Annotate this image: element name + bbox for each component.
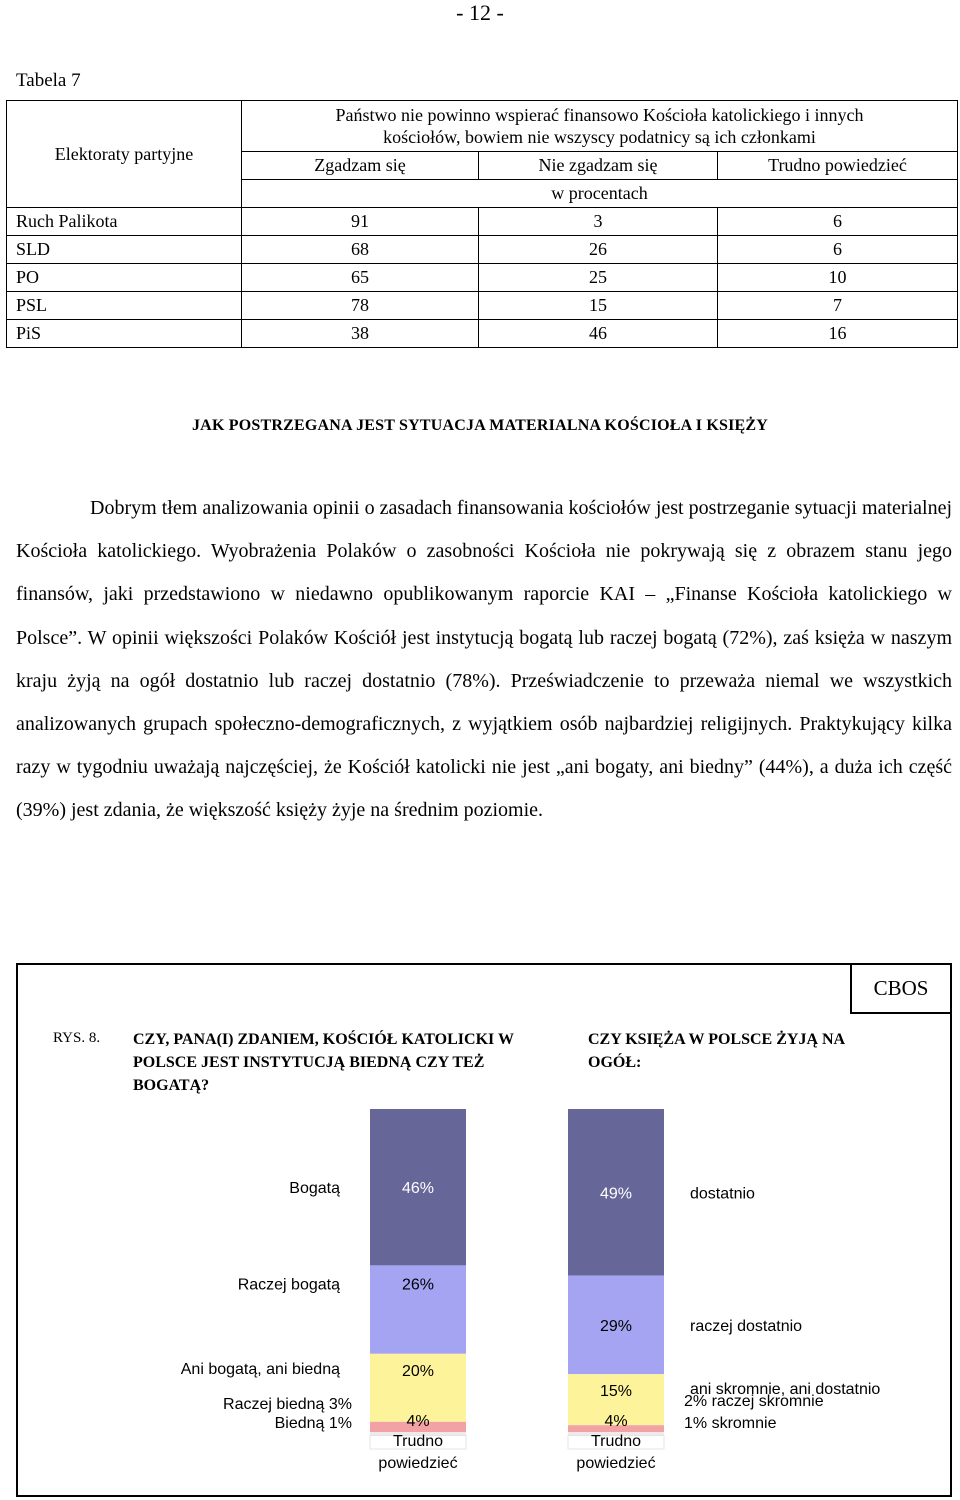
category-label: Raczej bogatą xyxy=(237,1276,340,1294)
stacked-bar-1 xyxy=(181,1109,466,1472)
row-label: SLD xyxy=(7,236,242,264)
paragraph-text: Dobrym tłem analizowania opinii o zasadach finansowania kościołów jest postrzeganie sytuacji materialnej Kościoła katolickiego. Wyobrażenia Polaków o zasobności Kościoła nie pokrywają się z obrazem stanu jego finansów, jaki przedstawiono w niedawno opublikowanym raporcie KAI – „Finanse Kościoła katolickiego w Polsce”. W opinii większości Polaków Kościół jest instytucją bogatą lub raczej bogatą (72%), zaś księża w naszym kraju żyją na ogół dostatnio lub raczej dostatnio (78%). Przeświadczenie to przeważa niemal we wszystkich analizowanych grupach społeczno-demograficznych, z wyjątkiem osób najbardziej religijnych. Praktykujący kilka razy w tygodniu uważają najczęściej, że Kościół katolicki nie jest „ani bogaty, ani biedny” (44%), a duża ich część (39%) jest zdania, że większość księży żyje na średnim poziomie. xyxy=(16,497,952,822)
figure-question-right: CZY KSIĘŻA W POLSCE ŻYJĄ NA OGÓŁ: xyxy=(588,1031,845,1071)
table-cell: 7 xyxy=(718,292,958,320)
table-cell: 15 xyxy=(479,292,718,320)
category-label: raczej dostatnio xyxy=(690,1317,803,1335)
table-cell: 91 xyxy=(242,208,479,236)
category-label: Trudno xyxy=(590,1433,642,1450)
table-cell: 25 xyxy=(479,264,718,292)
category-label: dostatnio xyxy=(690,1185,755,1203)
section-heading: JAK POSTRZEGANA JEST SYTUACJA MATERIALNA KOŚCIOŁA I KSIĘŻY xyxy=(191,417,769,434)
table-cell: 16 xyxy=(718,320,958,348)
category-label: 1% skromnie xyxy=(684,1415,777,1432)
table-cell: 78 xyxy=(242,292,479,320)
row-label: PO xyxy=(7,264,242,292)
page-number: - 12 - xyxy=(456,0,504,25)
data-label: 49% xyxy=(599,1185,633,1203)
data-label: 29% xyxy=(599,1317,633,1335)
category-label: Raczej biedną 3% xyxy=(223,1396,352,1413)
table-cell: 6 xyxy=(718,208,958,236)
row-label: PiS xyxy=(7,320,242,348)
row-header: Elektoraty partyjne xyxy=(7,101,242,208)
category-label: powiedzieć xyxy=(378,1455,458,1472)
category-label: Trudno xyxy=(392,1433,444,1450)
table-cell: 38 xyxy=(242,320,479,348)
source-label: CBOS xyxy=(850,963,952,1014)
category-label: Ani bogatą, ani biedną xyxy=(180,1360,340,1378)
table-question: Państwo nie powinno wspierać finansowo Kościoła katolickiego i innych kościołów, bowiem nie wszyscy podatnicy są ich członkami xyxy=(242,101,958,152)
unit-label: w procentach xyxy=(242,180,958,208)
table-title: Tabela 7 xyxy=(16,70,81,91)
stacked-bar-2 xyxy=(568,1109,880,1472)
row-label: Ruch Palikota xyxy=(7,208,242,236)
column-header: Trudno powiedzieć xyxy=(718,152,958,180)
row-label: PSL xyxy=(7,292,242,320)
category-label: Bogatą xyxy=(289,1180,340,1198)
category-label: 2% raczej skromnie xyxy=(684,1393,824,1410)
table-cell: 65 xyxy=(242,264,479,292)
data-label: 15% xyxy=(599,1383,633,1401)
column-header: Nie zgadzam się xyxy=(479,152,718,180)
category-label: ani skromnie, ani dostatnio xyxy=(690,1381,881,1399)
table-cell: 68 xyxy=(242,236,479,264)
category-label: powiedzieć xyxy=(576,1455,656,1472)
figure-question-left: CZY, PANA(I) ZDANIEM, KOŚCIÓŁ KATOLICKI W POLSCE JEST INSTYTUCJĄ BIEDNĄ CZY TEŻ BOGATĄ? xyxy=(133,1031,514,1094)
table-cell: 10 xyxy=(718,264,958,292)
table-cell: 46 xyxy=(479,320,718,348)
data-label: 20% xyxy=(401,1362,435,1380)
table-cell: 3 xyxy=(479,208,718,236)
data-label: 46% xyxy=(401,1180,435,1198)
column-header: Zgadzam się xyxy=(242,152,479,180)
data-label: 26% xyxy=(401,1276,435,1294)
figure-label: RYS. 8. xyxy=(53,1030,101,1046)
data-label: 4% xyxy=(604,1413,628,1430)
table-cell: 26 xyxy=(479,236,718,264)
category-label: Biedną 1% xyxy=(274,1415,352,1432)
table-cell: 6 xyxy=(718,236,958,264)
data-label: 4% xyxy=(406,1413,430,1430)
